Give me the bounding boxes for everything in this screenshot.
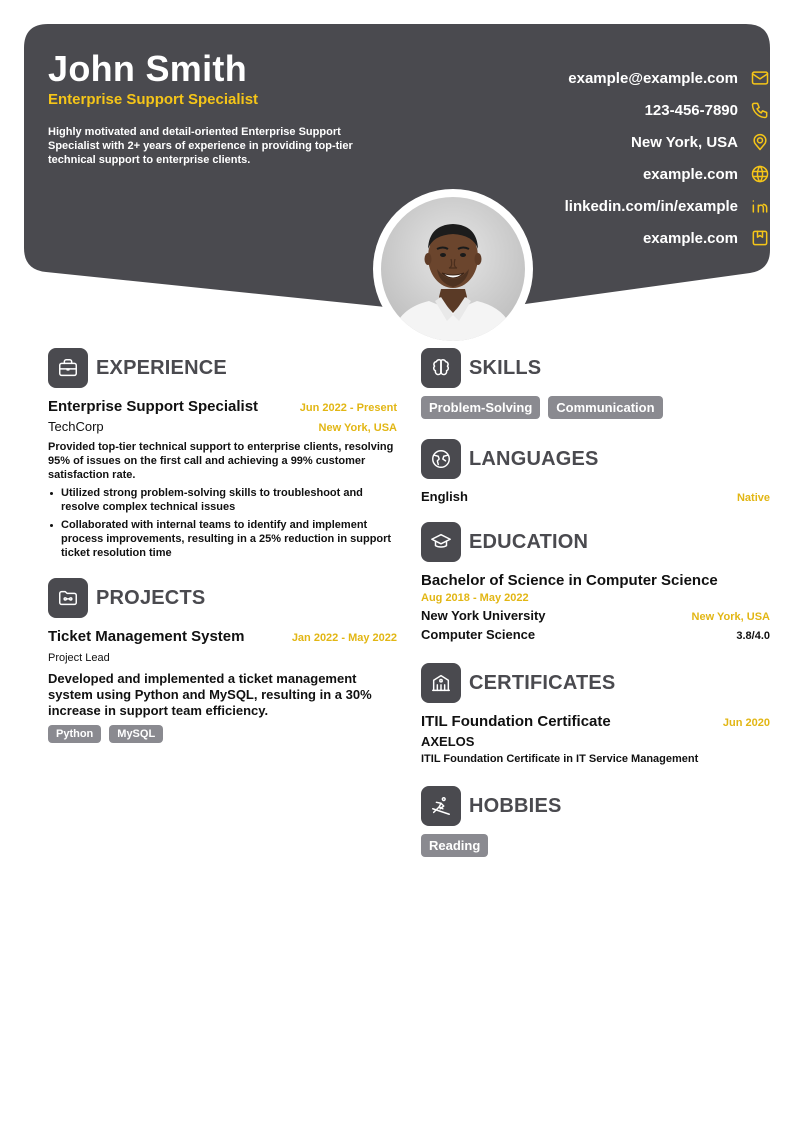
- contact-linkedin-text[interactable]: linkedin.com/in/example: [564, 197, 738, 215]
- hobbies-title: HOBBIES: [469, 794, 562, 817]
- contact-email-text[interactable]: example@example.com: [568, 69, 738, 87]
- project-tag: MySQL: [109, 725, 163, 743]
- education-header: [421, 522, 770, 562]
- job-bullet: Utilized strong problem-solving skills to troubleshoot and resolve complex technical issues: [48, 486, 397, 514]
- bookmark-icon: [750, 228, 770, 248]
- project-tag: Python: [48, 725, 101, 743]
- education-title: EDUCATION: [469, 530, 589, 553]
- contact-location-text: New York, USA: [631, 133, 738, 151]
- globe-icon: [750, 164, 770, 184]
- language-level: Native: [736, 492, 770, 504]
- candidate-role: Enterprise Support Specialist: [48, 91, 259, 108]
- hobby-tags: [421, 834, 770, 857]
- folder-icon: [48, 578, 88, 618]
- skill-tag: Problem-Solving: [421, 396, 540, 419]
- certificate-description: ITIL Foundation Certificate in IT Service Management: [421, 753, 699, 765]
- skill-tag: Communication: [548, 396, 662, 419]
- skills-section: [421, 348, 770, 419]
- experience-item: [48, 398, 397, 560]
- skill-tags: [421, 396, 770, 419]
- education-location: New York, USA: [691, 611, 770, 623]
- contact-phone[interactable]: [370, 94, 770, 126]
- education-section: [421, 522, 770, 643]
- contact-email[interactable]: [370, 62, 770, 94]
- certificate-date: Jun 2020: [722, 717, 770, 729]
- phone-icon: [750, 100, 770, 120]
- hobbies-section: [421, 786, 770, 857]
- skills-title: SKILLS: [469, 356, 542, 379]
- avatar-frame: [373, 189, 533, 349]
- language-name: English: [421, 489, 468, 504]
- languages-section: [421, 439, 770, 504]
- education-gpa: 3.8/4.0: [736, 630, 770, 642]
- certificate-item: [421, 713, 770, 766]
- briefcase-icon: [48, 348, 88, 388]
- experience-header: [48, 348, 397, 388]
- candidate-name: John Smith: [48, 48, 247, 89]
- languages-title: LANGUAGES: [469, 447, 599, 470]
- skiing-icon: [421, 786, 461, 826]
- job-location: New York, USA: [318, 422, 397, 434]
- experience-section: [48, 348, 397, 560]
- contact-portfolio-text[interactable]: example.com: [642, 229, 738, 247]
- projects-header: [48, 578, 397, 618]
- right-column: [421, 348, 770, 857]
- job-bullet: Collaborated with internal teams to identify and implement process improvements, resulting in a 25% reduction in support ticket resolution time: [48, 518, 397, 560]
- mail-icon: [750, 68, 770, 88]
- experience-title: EXPERIENCE: [96, 356, 227, 379]
- education-field: Computer Science: [421, 627, 536, 642]
- graduation-cap-icon: [421, 522, 461, 562]
- project-role: Project Lead: [48, 652, 110, 664]
- project-item: [48, 628, 397, 743]
- certificate-name: ITIL Foundation Certificate: [421, 713, 611, 730]
- location-pin-icon: [750, 132, 770, 152]
- language-globe-icon: [421, 439, 461, 479]
- job-company: TechCorp: [48, 419, 104, 434]
- project-date: Jan 2022 - May 2022: [291, 632, 397, 644]
- job-date: Jun 2022 - Present: [299, 402, 397, 414]
- education-degree: Bachelor of Science in Computer Science: [421, 572, 718, 589]
- left-column: [48, 348, 397, 743]
- certificates-header: [421, 663, 770, 703]
- contact-website[interactable]: [370, 158, 770, 190]
- building-icon: [421, 663, 461, 703]
- project-tags: [48, 725, 397, 743]
- profile-summary: Highly motivated and detail-oriented Enterprise Support Specialist with 2+ years of experience in providing top-tier technical support to enterprise clients.: [48, 126, 353, 166]
- projects-title: PROJECTS: [96, 586, 206, 609]
- contact-website-text[interactable]: example.com: [642, 165, 738, 183]
- job-bullets: [48, 486, 397, 560]
- brain-icon: [421, 348, 461, 388]
- project-name: Ticket Management System: [48, 628, 245, 645]
- certificate-issuer: AXELOS: [421, 734, 475, 749]
- linkedin-icon: [750, 196, 770, 216]
- hobbies-header: [421, 786, 770, 826]
- skills-header: [421, 348, 770, 388]
- contact-location: [370, 126, 770, 158]
- projects-section: [48, 578, 397, 743]
- education-school: New York University: [421, 608, 546, 623]
- languages-header: [421, 439, 770, 479]
- education-item: [421, 572, 770, 643]
- education-date: Aug 2018 - May 2022: [421, 592, 529, 604]
- avatar: [381, 197, 525, 341]
- certificates-title: CERTIFICATES: [469, 671, 616, 694]
- job-description: Provided top-tier technical support to enterprise clients, resolving 95% of issues on the first call and achieving a 99% customer satisfaction rate.: [48, 441, 394, 481]
- language-item: [421, 489, 770, 504]
- job-position: Enterprise Support Specialist: [48, 398, 259, 415]
- project-description: Developed and implemented a ticket management system using Python and MySQL, resulting in a 30% increase in support team efficiency.: [48, 671, 372, 718]
- certificates-section: [421, 663, 770, 766]
- hobby-tag: Reading: [421, 834, 488, 857]
- contact-phone-text[interactable]: 123-456-7890: [644, 101, 738, 119]
